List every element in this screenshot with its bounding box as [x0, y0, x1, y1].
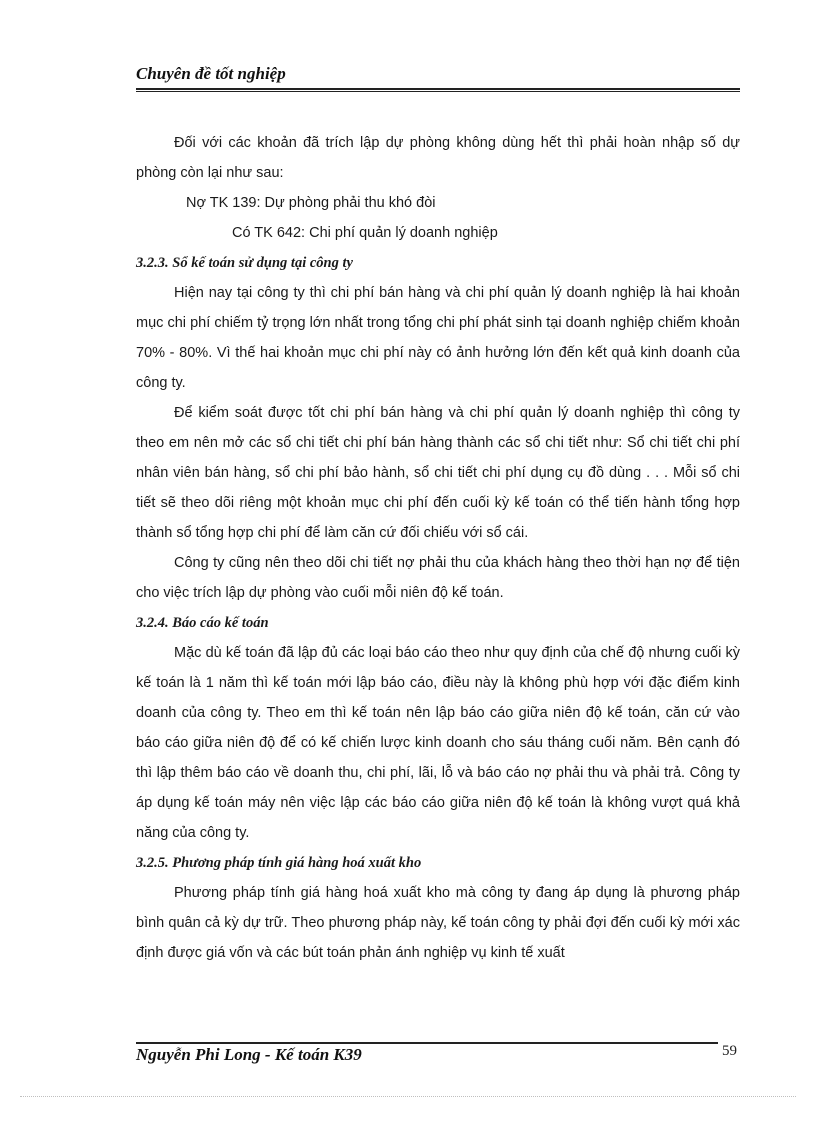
footer-divider	[136, 1042, 718, 1044]
paragraph-detail-ledgers: Để kiểm soát được tốt chi phí bán hàng và chi phí quản lý doanh nghiệp thì công ty theo em nên mở các sổ chi tiết chi phí bán hàng thành các sổ chi tiết như: Sổ chi tiết chi phí nhân viên bán hàng, sổ chi phí bảo hành, sổ chi tiết chi phí dụng cụ đồ dùng . . . Mỗi sổ chi tiết sẽ theo dõi riêng một khoản mục chi phí đến cuối kỳ kế toán có thể tiến hành tổng hợp thành sổ tổng hợp chi phí để làm căn cứ đối chiếu với sổ cái.	[136, 405, 740, 541]
paragraph-provision-reversal: Đối với các khoản đã trích lập dự phòng không dùng hết thì phải hoàn nhập số dự phòng còn lại như sau:	[136, 135, 740, 181]
journal-entry-credit: Có TK 642: Chi phí quản lý doanh nghiệp	[232, 225, 498, 241]
journal-entry-debit: Nợ TK 139: Dự phòng phải thu khó đòi	[186, 195, 436, 211]
header-divider	[136, 88, 740, 92]
page-body	[136, 128, 740, 968]
paragraph-receivables: Công ty cũng nên theo dõi chi tiết nợ phải thu của khách hàng theo thời hạn nợ để tiện cho việc trích lập dự phòng vào cuối mỗi niên độ kế toán.	[136, 555, 740, 601]
page-boundary-dots	[20, 1096, 796, 1097]
paragraph-cost-share: Hiện nay tại công ty thì chi phí bán hàng và chi phí quản lý doanh nghiệp là hai khoản mục chi phí chiếm tỷ trọng lớn nhất trong tổng chi phí phát sinh tại doanh nghiệp chiếm khoản 70% - 80%. Vì thế hai khoản mục chi phí này có ảnh hưởng lớn đến kết quả kinh doanh của công ty.	[136, 285, 740, 391]
footer-author: Nguyễn Phi Long - Kế toán K39	[136, 1045, 362, 1064]
section-heading-3-2-3: 3.2.3. Sổ kế toán sử dụng tại công ty	[136, 255, 353, 271]
paragraph-inventory-pricing: Phương pháp tính giá hàng hoá xuất kho mà công ty đang áp dụng là phương pháp bình quân cả kỳ dự trữ. Theo phương pháp này, kế toán công ty phải đợi đến cuối kỳ mới xác định được giá vốn và các bút toán phản ánh nghiệp vụ kinh tế xuất	[136, 885, 740, 961]
section-heading-3-2-5: 3.2.5. Phương pháp tính giá hàng hoá xuất kho	[136, 855, 422, 871]
paragraph-financial-reports: Mặc dù kế toán đã lập đủ các loại báo cáo theo như quy định của chế độ nhưng cuối kỳ kế toán là 1 năm thì kế toán mới lập báo cáo, điều này là không phù hợp với đặc điểm kinh doanh của công ty. Theo em thì kế toán nên lập báo cáo giữa niên độ kế toán, căn cứ vào báo cáo giữa niên độ để có kế chiến lược kinh doanh cho sáu tháng cuối năm. Bên cạnh đó thì lập thêm báo cáo về doanh thu, chi phí, lãi, lỗ và báo cáo nợ phải thu và phải trả. Công ty áp dụng kế toán máy nên việc lập các báo cáo giữa niên độ kế toán là không vượt quá khả năng của công ty.	[136, 645, 740, 841]
page-number: 59	[722, 1043, 737, 1059]
document-header-title: Chuyên đề tốt nghiệp	[136, 64, 286, 83]
section-heading-3-2-4: 3.2.4. Báo cáo kế toán	[136, 615, 269, 631]
